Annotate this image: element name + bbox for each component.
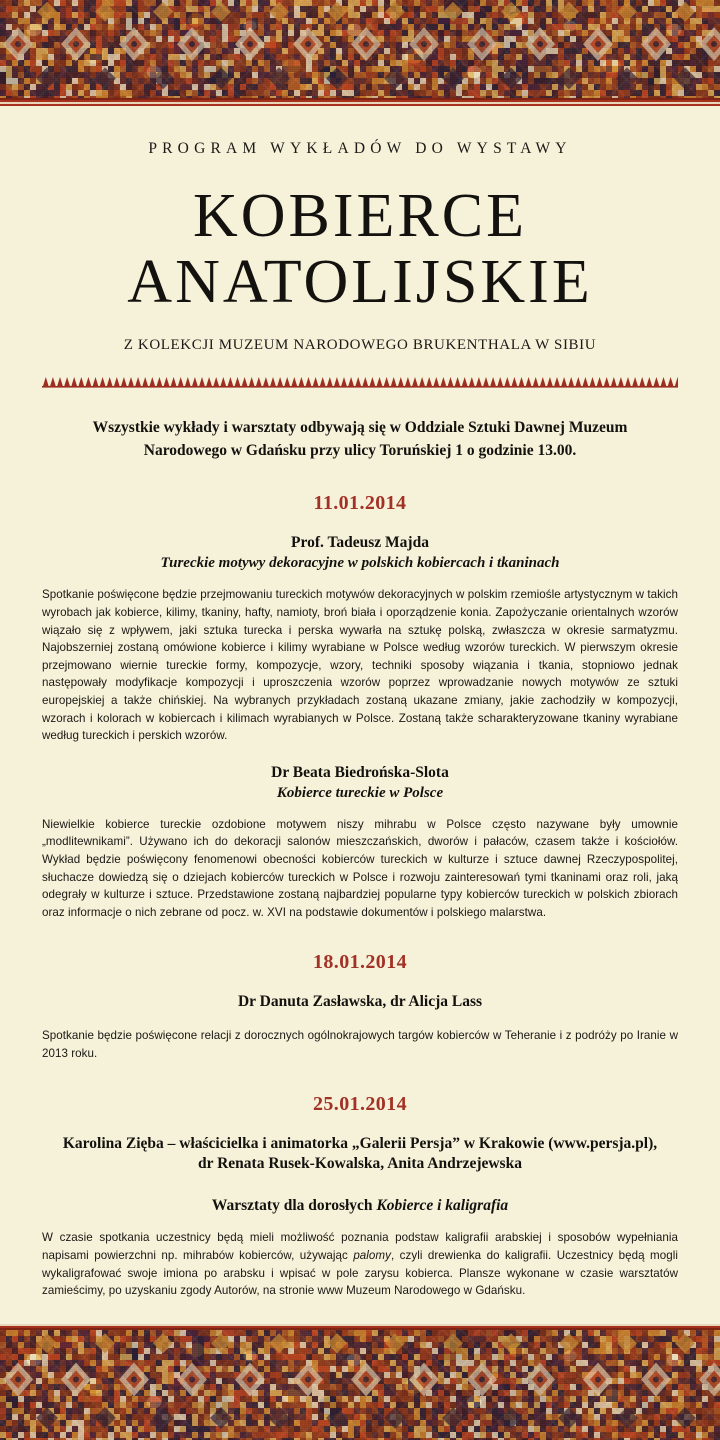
divider-rule-top [0, 98, 720, 106]
rule-red-line-2 [0, 104, 720, 106]
carpet-knot-overlay [0, 0, 720, 98]
session-date: 25.01.2014 [313, 1092, 407, 1115]
zigzag-triangle-divider-icon [42, 376, 678, 388]
lecture-description: Niewielkie kobierce tureckie ozdobione motywem niszy mihrabu w Polsce często nazywane były umownie „modlitewnikami”. Używano ich do dekoracji salonów mieszczańskich, dworów i pałaców, czasem także i kościołów. Wykład będzie poświęcony fenomenowi obecności kobierców tureckich w kulturze i sztuce dawnej Rzeczypospolitej, słuchacze dowiedzą się o dziejach kobierców tureckich w Polsce i rozwoju zainteresowań tymi tkaninami oraz roli, jaką odegrały w kulturze i sztuce. Przedstawione zostaną najbardziej popularne typy kobierców tureckich w polskich zbiorach oraz informacje o nich zebrane od pocz. w. XVI na podstawie dokumentów i polskiego malarstwa. [42, 817, 678, 919]
carpet-border-top-image [0, 0, 720, 98]
poster-subtitle: Z KOLEKCJI MUZEUM NARODOWEGO BRUKENTHALA W SIBIU [123, 337, 597, 354]
workshop-desc-part-1: W czasie spotkania uczestnicy będą mieli możliwość poznania podstaw kaligrafii arabskiej i sposobów wypełniania napisami powierzchni np. mihrabów kobierców, używając [42, 1231, 678, 1262]
venue-info-text: Wszystkie wykłady i warsztaty odbywają się w Oddziale Sztuki Dawnej Muzeum Narodowego w Gdańsku przy ulicy Toruńskiej 1 o godzinie 13.00. [92, 419, 628, 459]
carpet-knot-overlay [0, 1330, 720, 1440]
session-date: 18.01.2014 [313, 951, 407, 974]
workshop-prefix: Warsztaty dla dorosłych [211, 1197, 377, 1215]
speaker-line-1: Karolina Zięba – właścicielka i animatorka „Galerii Persja” w Krakowie (www.persja.pl), [62, 1134, 658, 1152]
workshop-name: Kobierce i kaligrafia [376, 1197, 509, 1215]
lecture-description: Spotkanie poświęcone będzie przejmowaniu tureckich motywów dekoracyjnych w polskim rzemiośle artystycznym w takich wyrobach jak kobierce, kilimy, tkaniny, hafty, namioty, broń biała i oporządzenie konia. Zapożyczanie orientalnych wzorów wiązało się z wpływem, jaki sztuka turecka i perska wywarła na sztukę polską, zwłaszcza w okresie sarmatyzmu. Najobszerniej zostaną omówione kobierce i kilimy wyrabiane w Polsce według wzorów tureckich. W pierwszym okresie przejmowano wiernie tureckie formy, kompozycje, wzory, techniki sposoby wiązania i tkania, stopniowo jednak następowały modyfikacje kompozycji i uproszczenia wzorów poprzez wprowadzanie nowych motywów ze sztuki europejskiej a także chińskiej. Na wybranych przykładach zostaną ukazane zmiany, jakie zachodziły w kompozycji, wzorach i kolorach w kobiercach i kilimach wyrabianych w Polsce. Zostaną także scharakteryzowane tkaniny wyrabiane według tureckich i perskich wzorów. [42, 588, 678, 743]
lecture-description: Spotkanie będzie poświęcone relacji z dorocznych ogólnokrajowych targów kobierców w Teheranie i z podróży po Iranie w 2013 roku. [42, 1029, 678, 1060]
page-title [42, 184, 678, 315]
lecture-title: Kobierce tureckie w Polsce [276, 784, 444, 801]
speaker-name [42, 1134, 678, 1176]
speaker-name: Dr Beata Biedrońska-Slota [271, 763, 449, 781]
poster-content [0, 108, 720, 1440]
workshop-desc-italic-term: palomy [353, 1248, 391, 1262]
speaker-name: Prof. Tadeusz Majda [291, 534, 429, 552]
workshop-description [42, 1229, 678, 1299]
title-line-1: KOBIERCE [193, 182, 527, 250]
poster-kicker: PROGRAM WYKŁADÓW DO WYSTAWY [148, 140, 572, 157]
speaker-name: Dr Danuta Zasławska, dr Alicja Lass [237, 993, 483, 1011]
title-line-2: ANATOLIJSKIE [127, 247, 593, 316]
session-date: 11.01.2014 [313, 492, 407, 515]
carpet-border-bottom-image [0, 1330, 720, 1440]
lecture-title: Tureckie motywy dekoracyjne w polskich kobiercach i tkaninach [160, 555, 560, 572]
speaker-line-2: dr Renata Rusek-Kowalska, Anita Andrzejewska [198, 1155, 522, 1173]
workshop-desc-part-2: , czyli drewienka do kaligrafii. Uczestnicy będą mogli wykaligrafować swoje imiona po arabsku i wpisać w pole zarysu kobierca. Plansze wykonane w czasie warsztatów zamieścimy, po uzyskaniu zgody Autorów, na stronie www Muzeum Narodowego w Gdańsku. [42, 1248, 679, 1298]
workshop-title [42, 1197, 678, 1215]
